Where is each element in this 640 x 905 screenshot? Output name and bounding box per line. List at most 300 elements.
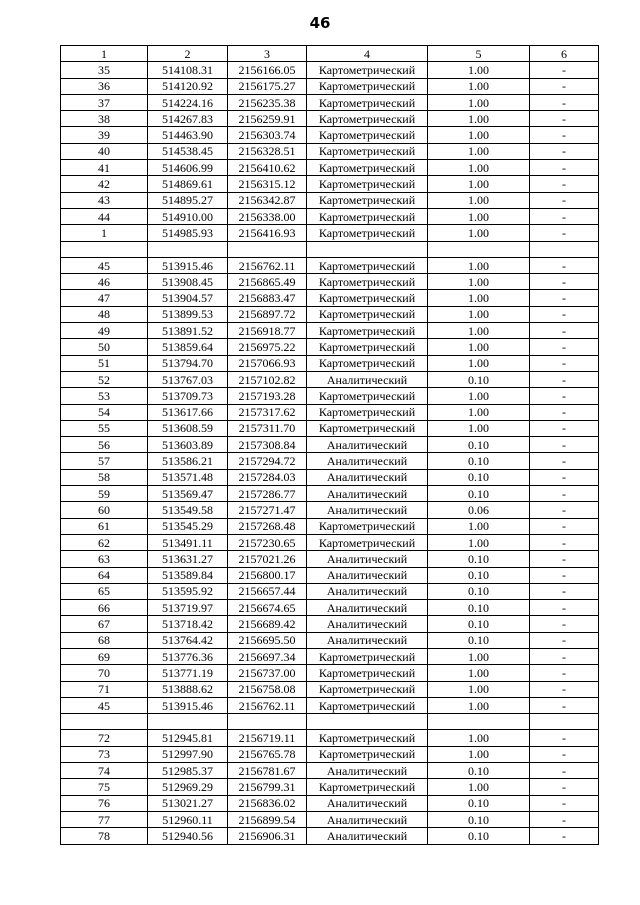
note-cell: - [530, 78, 599, 94]
x-coordinate-cell: 513569.47 [148, 486, 228, 502]
table-row [61, 779, 599, 795]
accuracy-cell: 1.00 [428, 127, 530, 143]
y-coordinate-cell: 2156762.11 [228, 257, 307, 273]
y-coordinate-cell: 2156674.65 [228, 600, 307, 616]
note-cell: - [530, 763, 599, 779]
note-cell: - [530, 62, 599, 78]
accuracy-cell: 1.00 [428, 420, 530, 436]
method-cell: Аналитический [307, 583, 428, 599]
y-coordinate-cell: 2156799.31 [228, 779, 307, 795]
method-cell: Картометрический [307, 534, 428, 550]
accuracy-cell: 1.00 [428, 648, 530, 664]
table-row [61, 371, 599, 387]
x-coordinate-cell: 513908.45 [148, 274, 228, 290]
x-coordinate-cell: 512997.90 [148, 746, 228, 762]
x-coordinate-cell [148, 714, 228, 730]
x-coordinate-cell: 513899.53 [148, 306, 228, 322]
accuracy-cell: 1.00 [428, 143, 530, 159]
method-cell: Картометрический [307, 78, 428, 94]
y-coordinate-cell: 2156416.93 [228, 225, 307, 241]
x-coordinate-cell: 513771.19 [148, 665, 228, 681]
table-row [61, 518, 599, 534]
accuracy-cell: 0.10 [428, 567, 530, 583]
y-coordinate-cell [228, 241, 307, 257]
y-coordinate-cell: 2156166.05 [228, 62, 307, 78]
note-cell: - [530, 94, 599, 110]
column-header: 6 [530, 46, 599, 62]
method-cell: Картометрический [307, 355, 428, 371]
note-cell: - [530, 404, 599, 420]
x-coordinate-cell: 514895.27 [148, 192, 228, 208]
method-cell: Картометрический [307, 648, 428, 664]
note-cell: - [530, 371, 599, 387]
accuracy-cell: 1.00 [428, 290, 530, 306]
method-cell: Картометрический [307, 697, 428, 713]
accuracy-cell: 1.00 [428, 257, 530, 273]
note-cell [530, 241, 599, 257]
y-coordinate-cell: 2157311.70 [228, 420, 307, 436]
y-coordinate-cell: 2156697.34 [228, 648, 307, 664]
y-coordinate-cell: 2157308.84 [228, 437, 307, 453]
point-number-cell: 49 [61, 323, 148, 339]
y-coordinate-cell: 2156906.31 [228, 828, 307, 844]
method-cell: Картометрический [307, 127, 428, 143]
table-row [61, 339, 599, 355]
method-cell [307, 241, 428, 257]
point-number-cell: 43 [61, 192, 148, 208]
method-cell: Картометрический [307, 323, 428, 339]
accuracy-cell: 1.00 [428, 665, 530, 681]
column-header: 1 [61, 46, 148, 62]
table-row [61, 160, 599, 176]
table-row [61, 437, 599, 453]
table-row [61, 714, 599, 730]
table-row [61, 795, 599, 811]
note-cell: - [530, 828, 599, 844]
x-coordinate-cell: 514463.90 [148, 127, 228, 143]
point-number-cell: 77 [61, 811, 148, 827]
y-coordinate-cell: 2156695.50 [228, 632, 307, 648]
x-coordinate-cell: 513719.97 [148, 600, 228, 616]
y-coordinate-cell: 2157230.65 [228, 534, 307, 550]
method-cell: Картометрический [307, 306, 428, 322]
note-cell: - [530, 453, 599, 469]
method-cell: Аналитический [307, 795, 428, 811]
accuracy-cell: 0.10 [428, 616, 530, 632]
x-coordinate-cell: 514267.83 [148, 111, 228, 127]
accuracy-cell [428, 241, 530, 257]
accuracy-cell: 1.00 [428, 746, 530, 762]
y-coordinate-cell: 2156338.00 [228, 208, 307, 224]
x-coordinate-cell: 513709.73 [148, 388, 228, 404]
point-number-cell: 73 [61, 746, 148, 762]
accuracy-cell: 1.00 [428, 111, 530, 127]
point-number-cell: 74 [61, 763, 148, 779]
method-cell: Картометрический [307, 746, 428, 762]
accuracy-cell: 1.00 [428, 208, 530, 224]
x-coordinate-cell: 512985.37 [148, 763, 228, 779]
y-coordinate-cell: 2156737.00 [228, 665, 307, 681]
point-number-cell: 78 [61, 828, 148, 844]
y-coordinate-cell: 2156175.27 [228, 78, 307, 94]
table-row [61, 583, 599, 599]
x-coordinate-cell: 513608.59 [148, 420, 228, 436]
method-cell: Картометрический [307, 160, 428, 176]
point-number-cell: 65 [61, 583, 148, 599]
point-number-cell: 68 [61, 632, 148, 648]
table-row [61, 290, 599, 306]
point-number-cell [61, 241, 148, 257]
point-number-cell: 75 [61, 779, 148, 795]
table-row [61, 355, 599, 371]
x-coordinate-cell: 513631.27 [148, 551, 228, 567]
x-coordinate-cell: 513586.21 [148, 453, 228, 469]
point-number-cell: 47 [61, 290, 148, 306]
point-number-cell: 41 [61, 160, 148, 176]
method-cell: Картометрический [307, 143, 428, 159]
point-number-cell: 56 [61, 437, 148, 453]
table-row [61, 632, 599, 648]
table-row [61, 388, 599, 404]
point-number-cell: 44 [61, 208, 148, 224]
y-coordinate-cell: 2156342.87 [228, 192, 307, 208]
note-cell: - [530, 143, 599, 159]
method-cell: Картометрический [307, 665, 428, 681]
x-coordinate-cell: 513859.64 [148, 339, 228, 355]
table-row [61, 306, 599, 322]
note-cell: - [530, 176, 599, 192]
y-coordinate-cell: 2157317.62 [228, 404, 307, 420]
method-cell: Картометрический [307, 176, 428, 192]
y-coordinate-cell: 2156781.67 [228, 763, 307, 779]
accuracy-cell: 0.10 [428, 632, 530, 648]
point-number-cell: 60 [61, 502, 148, 518]
accuracy-cell: 1.00 [428, 225, 530, 241]
point-number-cell: 46 [61, 274, 148, 290]
point-number-cell: 45 [61, 697, 148, 713]
x-coordinate-cell: 513545.29 [148, 518, 228, 534]
point-number-cell: 59 [61, 486, 148, 502]
point-number-cell: 67 [61, 616, 148, 632]
x-coordinate-cell: 513589.84 [148, 567, 228, 583]
point-number-cell: 45 [61, 257, 148, 273]
x-coordinate-cell: 512945.81 [148, 730, 228, 746]
y-coordinate-cell: 2156758.08 [228, 681, 307, 697]
point-number-cell: 66 [61, 600, 148, 616]
accuracy-cell: 1.00 [428, 62, 530, 78]
x-coordinate-cell: 513888.62 [148, 681, 228, 697]
note-cell: - [530, 534, 599, 550]
method-cell: Картометрический [307, 339, 428, 355]
accuracy-cell: 0.10 [428, 600, 530, 616]
accuracy-cell: 0.10 [428, 469, 530, 485]
point-number-cell: 71 [61, 681, 148, 697]
accuracy-cell: 0.10 [428, 453, 530, 469]
note-cell: - [530, 208, 599, 224]
x-coordinate-cell: 513764.42 [148, 632, 228, 648]
x-coordinate-cell: 514985.93 [148, 225, 228, 241]
note-cell: - [530, 339, 599, 355]
table-row [61, 94, 599, 110]
y-coordinate-cell: 2157193.28 [228, 388, 307, 404]
point-number-cell: 51 [61, 355, 148, 371]
y-coordinate-cell: 2156657.44 [228, 583, 307, 599]
note-cell: - [530, 632, 599, 648]
method-cell: Аналитический [307, 616, 428, 632]
coordinates-table [60, 45, 599, 845]
accuracy-cell: 0.10 [428, 763, 530, 779]
note-cell: - [530, 518, 599, 534]
table-row [61, 551, 599, 567]
note-cell: - [530, 730, 599, 746]
table-row [61, 111, 599, 127]
method-cell: Аналитический [307, 437, 428, 453]
x-coordinate-cell: 513603.89 [148, 437, 228, 453]
point-number-cell: 52 [61, 371, 148, 387]
table-row [61, 502, 599, 518]
point-number-cell: 39 [61, 127, 148, 143]
note-cell: - [530, 583, 599, 599]
table-row [61, 241, 599, 257]
table-row [61, 323, 599, 339]
table-header-row [61, 46, 599, 62]
method-cell: Аналитический [307, 763, 428, 779]
accuracy-cell: 0.10 [428, 795, 530, 811]
method-cell [307, 714, 428, 730]
table-row [61, 78, 599, 94]
accuracy-cell: 0.10 [428, 486, 530, 502]
y-coordinate-cell: 2157294.72 [228, 453, 307, 469]
accuracy-cell: 1.00 [428, 323, 530, 339]
accuracy-cell: 0.10 [428, 811, 530, 827]
accuracy-cell [428, 714, 530, 730]
point-number-cell: 72 [61, 730, 148, 746]
note-cell: - [530, 355, 599, 371]
table-row [61, 192, 599, 208]
y-coordinate-cell: 2156328.51 [228, 143, 307, 159]
y-coordinate-cell: 2156899.54 [228, 811, 307, 827]
method-cell: Аналитический [307, 632, 428, 648]
y-coordinate-cell: 2156800.17 [228, 567, 307, 583]
note-cell: - [530, 681, 599, 697]
point-number-cell: 63 [61, 551, 148, 567]
note-cell: - [530, 502, 599, 518]
table-row [61, 665, 599, 681]
x-coordinate-cell: 513617.66 [148, 404, 228, 420]
accuracy-cell: 1.00 [428, 160, 530, 176]
note-cell: - [530, 388, 599, 404]
note-cell: - [530, 779, 599, 795]
x-coordinate-cell: 513904.57 [148, 290, 228, 306]
x-coordinate-cell: 513767.03 [148, 371, 228, 387]
point-number-cell [61, 714, 148, 730]
method-cell: Аналитический [307, 551, 428, 567]
note-cell: - [530, 225, 599, 241]
point-number-cell: 36 [61, 78, 148, 94]
y-coordinate-cell: 2156719.11 [228, 730, 307, 746]
y-coordinate-cell: 2156259.91 [228, 111, 307, 127]
point-number-cell: 50 [61, 339, 148, 355]
method-cell: Аналитический [307, 828, 428, 844]
note-cell: - [530, 795, 599, 811]
note-cell: - [530, 616, 599, 632]
column-header: 2 [148, 46, 228, 62]
x-coordinate-cell: 514910.00 [148, 208, 228, 224]
point-number-cell: 38 [61, 111, 148, 127]
point-number-cell: 42 [61, 176, 148, 192]
x-coordinate-cell: 513595.92 [148, 583, 228, 599]
y-coordinate-cell: 2157021.26 [228, 551, 307, 567]
point-number-cell: 76 [61, 795, 148, 811]
accuracy-cell: 0.10 [428, 583, 530, 599]
point-number-cell: 58 [61, 469, 148, 485]
x-coordinate-cell: 512940.56 [148, 828, 228, 844]
table-row [61, 600, 599, 616]
y-coordinate-cell: 2156865.49 [228, 274, 307, 290]
y-coordinate-cell: 2157286.77 [228, 486, 307, 502]
method-cell: Картометрический [307, 257, 428, 273]
x-coordinate-cell: 513571.48 [148, 469, 228, 485]
method-cell: Картометрический [307, 94, 428, 110]
table-row [61, 567, 599, 583]
method-cell: Картометрический [307, 681, 428, 697]
x-coordinate-cell: 514606.99 [148, 160, 228, 176]
table-row [61, 274, 599, 290]
point-number-cell: 55 [61, 420, 148, 436]
x-coordinate-cell: 514120.92 [148, 78, 228, 94]
y-coordinate-cell: 2157268.48 [228, 518, 307, 534]
y-coordinate-cell: 2156315.12 [228, 176, 307, 192]
y-coordinate-cell: 2156762.11 [228, 697, 307, 713]
method-cell: Аналитический [307, 371, 428, 387]
y-coordinate-cell: 2156410.62 [228, 160, 307, 176]
method-cell: Аналитический [307, 811, 428, 827]
accuracy-cell: 1.00 [428, 534, 530, 550]
table-row [61, 453, 599, 469]
method-cell: Аналитический [307, 600, 428, 616]
table-row [61, 697, 599, 713]
y-coordinate-cell: 2156883.47 [228, 290, 307, 306]
x-coordinate-cell: 513021.27 [148, 795, 228, 811]
note-cell: - [530, 811, 599, 827]
accuracy-cell: 1.00 [428, 779, 530, 795]
table-row [61, 469, 599, 485]
note-cell: - [530, 257, 599, 273]
point-number-cell: 61 [61, 518, 148, 534]
method-cell: Картометрический [307, 518, 428, 534]
accuracy-cell: 1.00 [428, 192, 530, 208]
accuracy-cell: 0.10 [428, 437, 530, 453]
table-row [61, 176, 599, 192]
x-coordinate-cell: 513891.52 [148, 323, 228, 339]
x-coordinate-cell: 514538.45 [148, 143, 228, 159]
note-cell: - [530, 290, 599, 306]
accuracy-cell: 0.10 [428, 551, 530, 567]
method-cell: Аналитический [307, 453, 428, 469]
x-coordinate-cell: 513915.46 [148, 257, 228, 273]
y-coordinate-cell [228, 714, 307, 730]
y-coordinate-cell: 2157284.03 [228, 469, 307, 485]
point-number-cell: 62 [61, 534, 148, 550]
method-cell: Картометрический [307, 111, 428, 127]
table-row [61, 225, 599, 241]
note-cell: - [530, 323, 599, 339]
note-cell: - [530, 306, 599, 322]
note-cell: - [530, 160, 599, 176]
method-cell: Картометрический [307, 274, 428, 290]
note-cell: - [530, 127, 599, 143]
note-cell: - [530, 420, 599, 436]
accuracy-cell: 1.00 [428, 697, 530, 713]
point-number-cell: 37 [61, 94, 148, 110]
note-cell: - [530, 469, 599, 485]
note-cell: - [530, 437, 599, 453]
accuracy-cell: 0.06 [428, 502, 530, 518]
column-header: 5 [428, 46, 530, 62]
table-row [61, 420, 599, 436]
table-row [61, 62, 599, 78]
accuracy-cell: 1.00 [428, 388, 530, 404]
y-coordinate-cell: 2157271.47 [228, 502, 307, 518]
table-row [61, 143, 599, 159]
x-coordinate-cell: 513776.36 [148, 648, 228, 664]
note-cell: - [530, 274, 599, 290]
note-cell: - [530, 567, 599, 583]
y-coordinate-cell: 2156689.42 [228, 616, 307, 632]
note-cell: - [530, 746, 599, 762]
table-row [61, 257, 599, 273]
x-coordinate-cell [148, 241, 228, 257]
accuracy-cell: 1.00 [428, 681, 530, 697]
method-cell: Картометрический [307, 225, 428, 241]
table-row [61, 681, 599, 697]
table-row [61, 127, 599, 143]
note-cell: - [530, 600, 599, 616]
y-coordinate-cell: 2157066.93 [228, 355, 307, 371]
x-coordinate-cell: 513549.58 [148, 502, 228, 518]
note-cell: - [530, 192, 599, 208]
point-number-cell: 1 [61, 225, 148, 241]
method-cell: Картометрический [307, 290, 428, 306]
column-header: 4 [307, 46, 428, 62]
table-body [61, 62, 599, 844]
method-cell: Картометрический [307, 62, 428, 78]
x-coordinate-cell: 513794.70 [148, 355, 228, 371]
note-cell [530, 714, 599, 730]
accuracy-cell: 1.00 [428, 404, 530, 420]
y-coordinate-cell: 2156975.22 [228, 339, 307, 355]
x-coordinate-cell: 513491.11 [148, 534, 228, 550]
x-coordinate-cell: 513718.42 [148, 616, 228, 632]
accuracy-cell: 1.00 [428, 78, 530, 94]
accuracy-cell: 1.00 [428, 306, 530, 322]
y-coordinate-cell: 2156836.02 [228, 795, 307, 811]
point-number-cell: 53 [61, 388, 148, 404]
table-row [61, 828, 599, 844]
accuracy-cell: 0.10 [428, 371, 530, 387]
method-cell: Картометрический [307, 192, 428, 208]
x-coordinate-cell: 514869.61 [148, 176, 228, 192]
accuracy-cell: 1.00 [428, 339, 530, 355]
table-row [61, 648, 599, 664]
point-number-cell: 57 [61, 453, 148, 469]
table-row [61, 811, 599, 827]
method-cell: Картометрический [307, 730, 428, 746]
y-coordinate-cell: 2156918.77 [228, 323, 307, 339]
note-cell: - [530, 111, 599, 127]
table-row [61, 763, 599, 779]
x-coordinate-cell: 513915.46 [148, 697, 228, 713]
